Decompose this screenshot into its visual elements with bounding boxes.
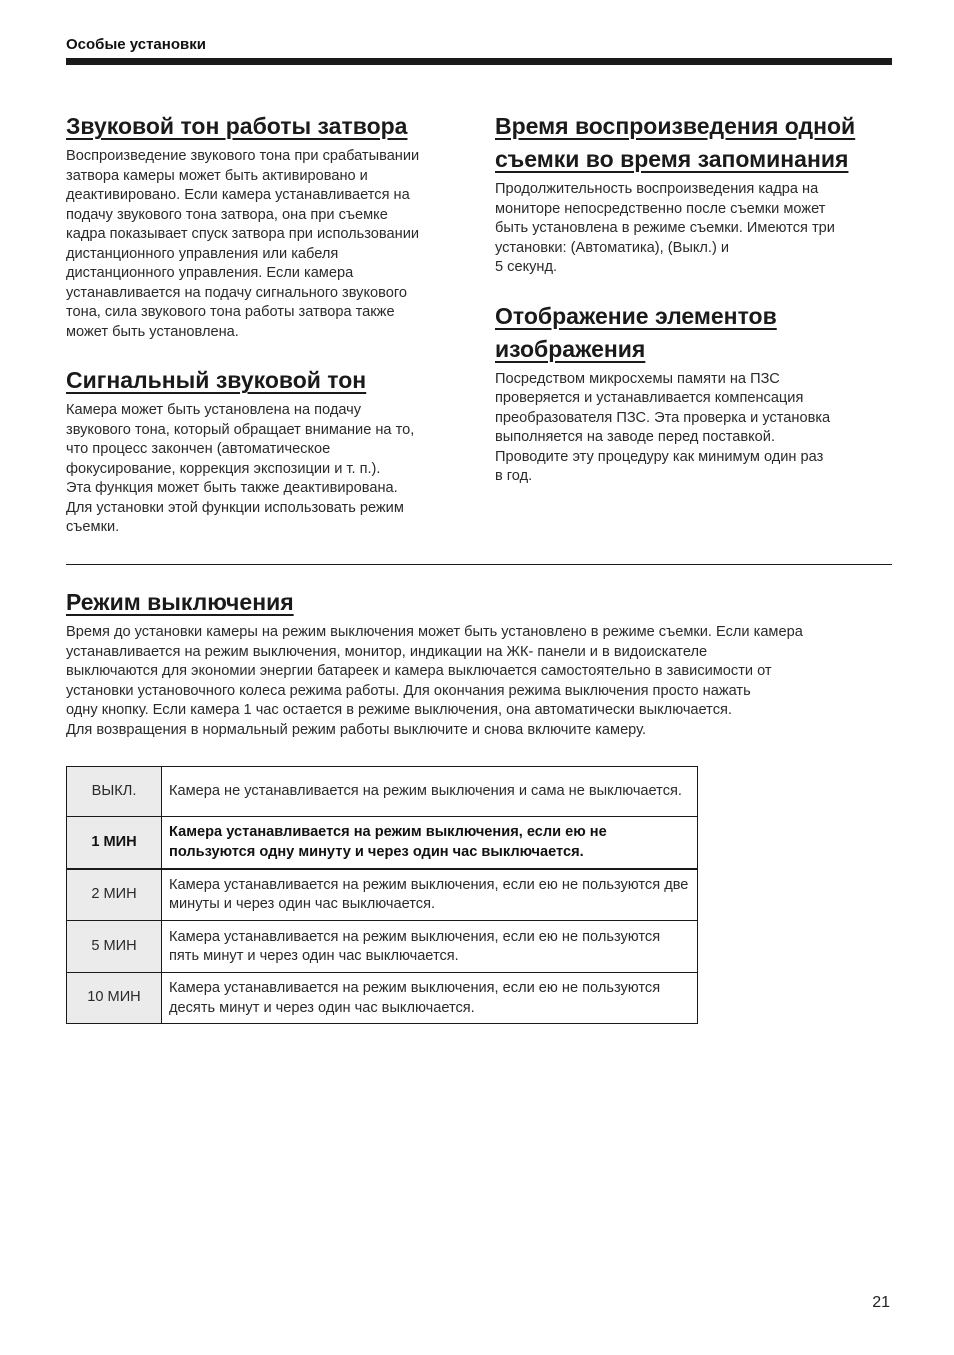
mode-key: 2 МИН xyxy=(67,869,162,921)
sleep-mode-section xyxy=(66,586,892,740)
right-column xyxy=(495,110,895,487)
image-elements-text: Посредством микросхемы памяти на ПЗС проверяется и устанавливается компенсация преобразователя ПЗС. Эта проверка и установка выполняется на заводе перед поставкой. Проводите эту процедуру как минимум один раз в год. xyxy=(495,370,831,484)
mode-description: Камера устанавливается на режим выключения, если ею не пользуются две минуты и через один час выключается. xyxy=(162,869,698,921)
mode-key: ВЫКЛ. xyxy=(67,767,162,817)
playback-time-heading: Время воспроизведения одной съемки во время запоминания xyxy=(495,113,856,172)
mode-key: 1 МИН xyxy=(67,817,162,869)
mode-key: 10 МИН xyxy=(67,973,162,1024)
signal-tone-heading: Сигнальный звуковой тон xyxy=(66,367,367,393)
mode-description: Камера устанавливается на режим выключения, если ею не пользуются одну минуту и через один час выключается. xyxy=(162,817,698,869)
mode-description: Камера устанавливается на режим выключения, если ею не пользуются десять минут и через один час выключается. xyxy=(162,973,698,1024)
signal-tone-text: Камера может быть установлена на подачу звукового тона, который обращает внимание на то, что процесс закончен (автоматическое фокусирование, коррекция экспозиции и т. п.). Эта функция может быть также деактивирована. Для установки этой функции использовать режим съемки. xyxy=(66,402,415,535)
playback-time-text: Продолжительность воспроизведения кадра на мониторе непосредственно после съемки может быть установлена в режиме съемки. Имеются три установки: (Автоматика), (Выкл.) и 5 секунд. xyxy=(495,181,835,275)
mode-description: Камера устанавливается на режим выключения, если ею не пользуются пять минут и через один час выключается. xyxy=(162,921,698,973)
sleep-mode-table xyxy=(66,766,698,1024)
mode-description: Камера не устанавливается на режим выключения и сама не выключается. xyxy=(162,767,698,817)
table-row xyxy=(67,973,698,1024)
table-row xyxy=(67,921,698,973)
table-row xyxy=(67,869,698,921)
section-divider xyxy=(66,564,892,565)
running-header: Особые установки xyxy=(66,36,206,53)
image-elements-heading: Отображение элементов изображения xyxy=(495,302,777,362)
page-number: 21 xyxy=(872,1294,890,1311)
table-row xyxy=(67,767,698,817)
mode-key: 5 МИН xyxy=(67,921,162,973)
sleep-mode-text: Время до установки камеры на режим выключения может быть установлено в режиме съемки. Если камера устанавливается на режим выключения, монитор, индикации на ЖК- панели и в видоискателе выключаются для экономии энергии батареек и камера выключается самостоятельно в зависимости от установки установочного колеса режима работы. Для окончания режима выключения просто нажать одну кнопку. Если камера 1 час остается в режиме выключения, она автоматически выключается. Для возвращения в нормальный режим работы выключите и снова включите камеру. xyxy=(66,624,803,738)
sleep-mode-heading: Режим выключения xyxy=(66,589,294,615)
left-column xyxy=(66,110,466,538)
shutter-tone-heading: Звуковой тон работы затвора xyxy=(66,113,408,139)
table-row xyxy=(67,817,698,869)
shutter-tone-text: Воспроизведение звукового тона при срабатывании затвора камеры может быть активировано и деактивировано. Если камера устанавливается на подачу звукового тона затвора, она при съемке кадра показывает спуск затвора при использовании дистанционного управления или кабеля дистанционного управления. Если камера устанавливается на подачу сигнального звукового тона, сила звукового тона работы затвора также может быть установлена. xyxy=(66,148,420,340)
header-rule xyxy=(66,58,892,65)
